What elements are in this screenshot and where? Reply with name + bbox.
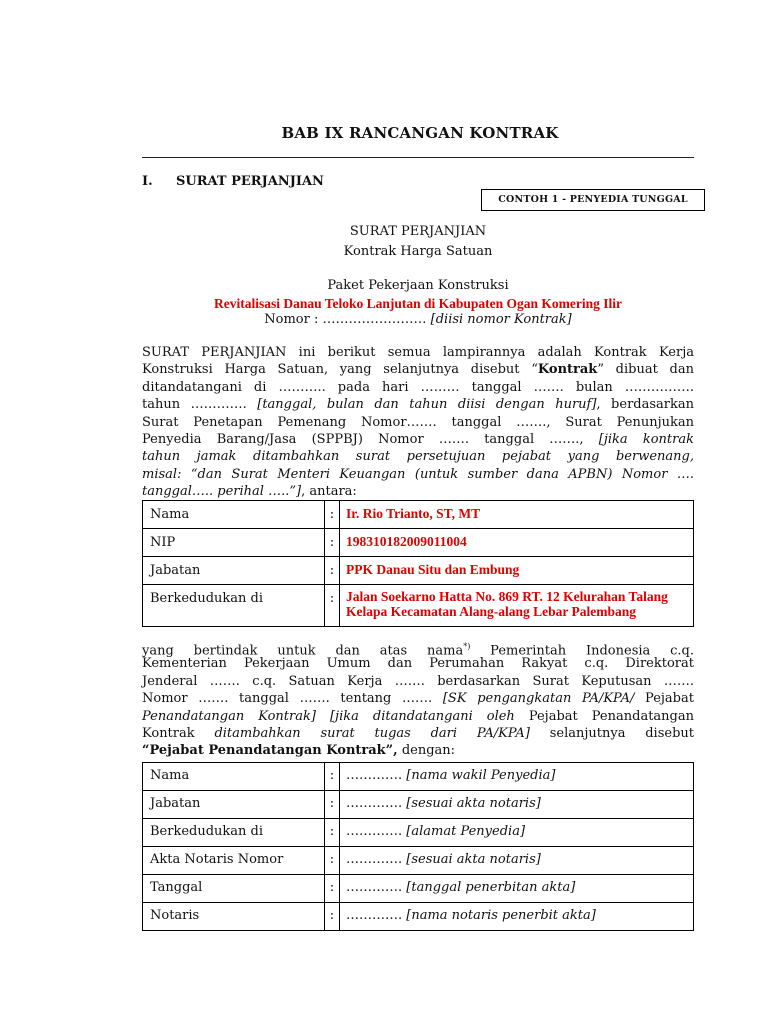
placeholder-dots: …………. bbox=[346, 880, 403, 895]
row-colon: : bbox=[325, 903, 340, 931]
provider-table bbox=[142, 762, 694, 931]
middle-line: Jenderal ……. c.q. Satuan Kerja ……. berdasarkan Surat Keputusan ……. bbox=[142, 673, 694, 689]
intro-hint: [jika kontrak bbox=[598, 431, 694, 447]
row-hint: [tanggal penerbitan akta] bbox=[406, 880, 576, 895]
intro-text: Konstruksi Harga Satuan, yang selanjutnya disebut “ bbox=[142, 362, 538, 378]
middle-line bbox=[142, 638, 694, 659]
middle-text: Nomor ……. tanggal ……. tentang ……. bbox=[142, 691, 433, 707]
row-label: Akta Notaris Nomor bbox=[143, 847, 325, 875]
middle-line bbox=[142, 725, 694, 742]
row-hint: [sesuai akta notaris] bbox=[406, 852, 541, 867]
package-name: Revitalisasi Danau Teloko Lanjutan di Kabupaten Ogan Komering Ilir bbox=[213, 296, 623, 311]
row-colon: : bbox=[325, 819, 340, 847]
intro-text: tahun …………. bbox=[142, 397, 247, 413]
intro-text: ” dibuat dan bbox=[597, 362, 694, 378]
intro-paragraph bbox=[142, 344, 694, 501]
ppk-position: PPK Danau Situ dan Embung bbox=[340, 557, 694, 585]
row-label: Notaris bbox=[143, 903, 325, 931]
placeholder-dots: …………. bbox=[346, 824, 403, 839]
table-row bbox=[143, 501, 694, 529]
table-row bbox=[143, 791, 694, 819]
middle-text: Pejabat Penandatangan bbox=[514, 708, 694, 724]
row-colon: : bbox=[325, 529, 340, 557]
intro-line: misal: “dan Surat Menteri Keuangan (untuk sumber dana APBN) Nomor …. bbox=[142, 466, 694, 482]
row-value bbox=[340, 847, 694, 875]
row-value bbox=[340, 903, 694, 931]
middle-line bbox=[142, 708, 694, 725]
intro-line: ditandatangani di ……….. pada hari ……… tanggal ……. bulan ……………. bbox=[142, 379, 694, 395]
example-label-box: CONTOH 1 - PENYEDIA TUNGGAL bbox=[481, 189, 705, 211]
intro-hint: tanggal….. perihal …..”] bbox=[142, 484, 302, 500]
table-row bbox=[143, 557, 694, 585]
package-label: Paket Pekerjaan Konstruksi bbox=[327, 278, 509, 293]
section-number: I. bbox=[142, 174, 153, 189]
row-colon: : bbox=[325, 585, 340, 627]
intro-line bbox=[142, 431, 694, 448]
placeholder-dots: …………. bbox=[346, 768, 403, 783]
intro-line bbox=[142, 361, 694, 378]
table-row bbox=[143, 903, 694, 931]
row-label: Nama bbox=[143, 501, 325, 529]
table-row bbox=[143, 847, 694, 875]
intro-line bbox=[142, 396, 694, 413]
ppk-name: Ir. Rio Trianto, ST, MT bbox=[340, 501, 694, 529]
row-label: Berkedudukan di bbox=[143, 585, 325, 627]
contract-number-line bbox=[142, 312, 694, 327]
middle-text: dengan: bbox=[397, 743, 456, 759]
ppk-address-line1: Jalan Soekarno Hatta No. 869 RT. 12 Kelurahan Talang bbox=[346, 589, 668, 604]
middle-hint: ] [jika ditandatangani oleh bbox=[310, 708, 515, 724]
table-row bbox=[143, 529, 694, 557]
ppk-address bbox=[340, 585, 694, 627]
middle-hint: ditambahkan surat tugas dari PA/KPA] bbox=[214, 725, 530, 741]
contract-number-hint: [diisi nomor Kontrak] bbox=[430, 312, 572, 327]
placeholder-dots: …………. bbox=[346, 908, 403, 923]
middle-line bbox=[142, 690, 694, 707]
row-colon: : bbox=[325, 501, 340, 529]
placeholder-dots: …………. bbox=[346, 852, 403, 867]
row-label: Jabatan bbox=[143, 791, 325, 819]
title-divider bbox=[142, 157, 694, 158]
intro-line: SURAT PERJANJIAN ini berikut semua lampirannya adalah Kontrak Kerja bbox=[142, 345, 694, 360]
row-label: Nama bbox=[143, 763, 325, 791]
chapter-title: BAB IX RANCANGAN KONTRAK bbox=[281, 124, 559, 142]
row-colon: : bbox=[325, 847, 340, 875]
row-value bbox=[340, 763, 694, 791]
row-label: Tanggal bbox=[143, 875, 325, 903]
middle-text: selanjutnya disebut bbox=[549, 725, 694, 741]
row-colon: : bbox=[325, 763, 340, 791]
middle-text: Pemerintah Indonesia c.q. bbox=[470, 643, 694, 659]
middle-line bbox=[142, 742, 694, 759]
row-hint: [sesuai akta notaris] bbox=[406, 796, 541, 811]
row-value bbox=[340, 791, 694, 819]
middle-paragraph bbox=[142, 638, 694, 760]
ppk-term: “Pejabat Penandatangan Kontrak”, bbox=[142, 743, 398, 759]
intro-line bbox=[142, 483, 694, 500]
middle-text: Kontrak bbox=[142, 725, 195, 741]
row-hint: [nama wakil Penyedia] bbox=[406, 768, 556, 783]
row-label: Berkedudukan di bbox=[143, 819, 325, 847]
row-label: Jabatan bbox=[143, 557, 325, 585]
table-row bbox=[143, 585, 694, 627]
ppk-nip: 198310182009011004 bbox=[340, 529, 694, 557]
intro-text: , antara: bbox=[301, 484, 357, 500]
letter-title: SURAT PERJANJIAN bbox=[349, 224, 487, 239]
intro-line: Surat Penetapan Pemenang Nomor……. tanggal ……., Surat Penunjukan bbox=[142, 414, 694, 430]
section-title: SURAT PERJANJIAN bbox=[176, 174, 324, 189]
intro-text: , berdasarkan bbox=[596, 397, 694, 413]
row-value bbox=[340, 875, 694, 903]
row-label: NIP bbox=[143, 529, 325, 557]
intro-hint: [tanggal, bulan dan tahun diisi dengan huruf] bbox=[257, 397, 597, 413]
middle-line: Kementerian Pekerjaan Umum dan Perumahan Rakyat c.q. Direktorat bbox=[142, 656, 694, 672]
middle-text: yang bertindak untuk dan atas nama bbox=[142, 643, 464, 659]
table-row bbox=[143, 763, 694, 791]
row-colon: : bbox=[325, 875, 340, 903]
row-colon: : bbox=[325, 791, 340, 819]
middle-text: Pejabat bbox=[634, 691, 694, 707]
contract-number-label: Nomor : …………………… bbox=[264, 312, 427, 327]
table-row bbox=[143, 819, 694, 847]
intro-line: tahun jamak ditambahkan surat persetujuan pejabat yang berwenang, bbox=[142, 449, 694, 465]
intro-text: Penyedia Barang/Jasa (SPPBJ) Nomor ……. tanggal ……., bbox=[142, 431, 584, 447]
row-hint: [alamat Penyedia] bbox=[406, 824, 526, 839]
ppk-table bbox=[142, 500, 694, 627]
footnote-mark: *) bbox=[463, 642, 471, 651]
kontrak-term: Kontrak bbox=[537, 362, 598, 378]
ppk-address-line2: Kelapa Kecamatan Alang-alang Lebar Palembang bbox=[346, 604, 637, 619]
row-colon: : bbox=[325, 557, 340, 585]
placeholder-dots: …………. bbox=[346, 796, 403, 811]
letter-subtitle: Kontrak Harga Satuan bbox=[343, 244, 493, 259]
table-row bbox=[143, 875, 694, 903]
middle-hint: [SK pengangkatan PA/KPA/ bbox=[442, 691, 635, 707]
middle-hint: Penandatangan Kontrak bbox=[142, 708, 311, 724]
row-hint: [nama notaris penerbit akta] bbox=[406, 908, 596, 923]
row-value bbox=[340, 819, 694, 847]
